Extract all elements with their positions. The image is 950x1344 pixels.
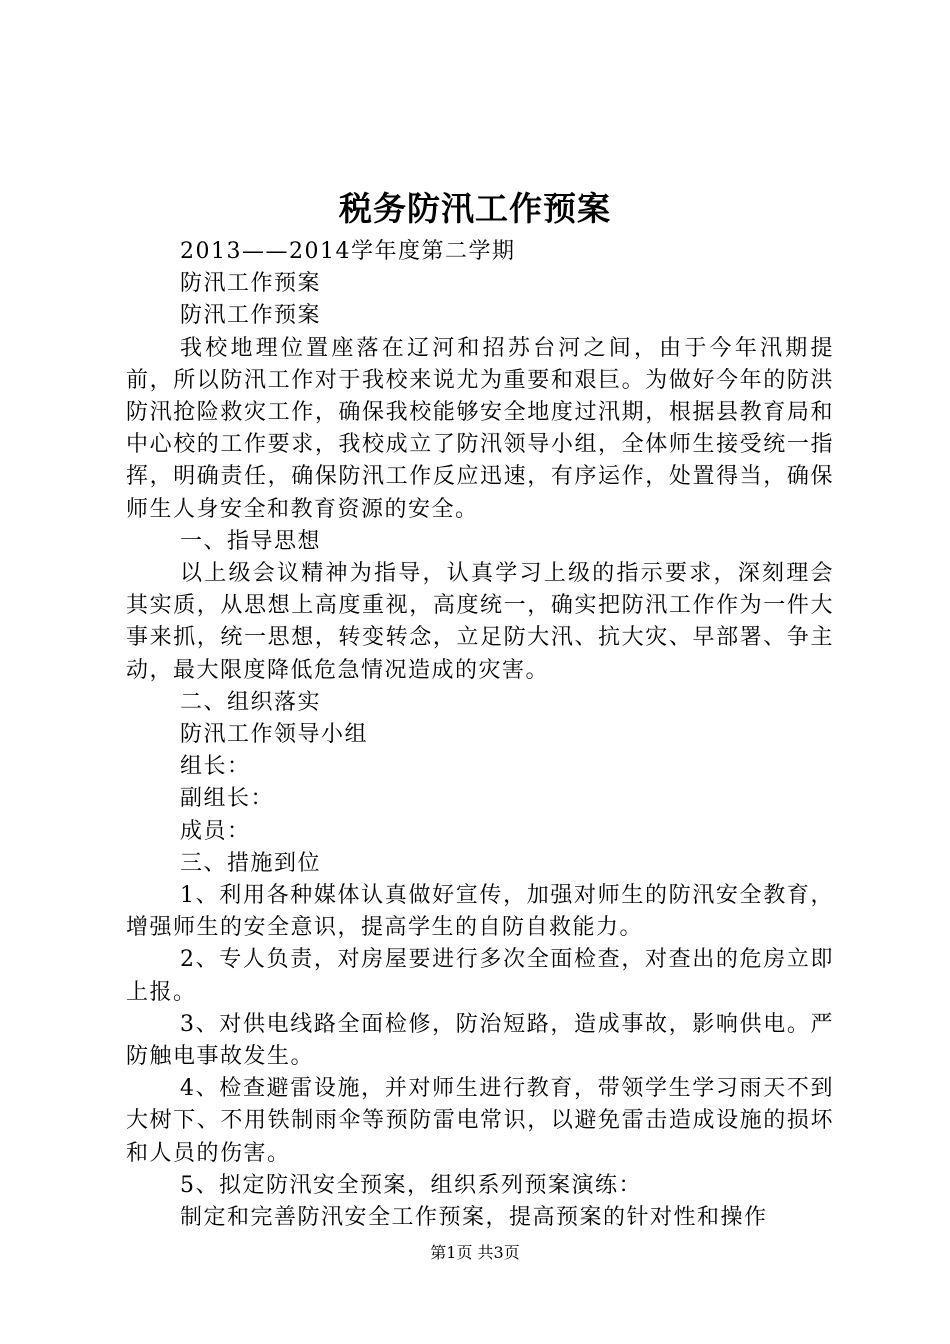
paragraph-leading-group: 防汛工作领导小组 <box>180 722 369 748</box>
page-footer: 第1页 共3页 <box>430 1243 520 1262</box>
document-title: 税务防汛工作预案 <box>339 189 611 228</box>
paragraph-heading-plan-repeat: 防汛工作预案 <box>180 303 322 329</box>
paragraph-measure-5: 5、拟定防汛安全预案，组织系列预案演练： <box>180 1172 642 1198</box>
paragraph-measure-2: 2、专人负责，对房屋要进行多次全面检查，对查出的危房立即上报。 <box>126 947 834 1005</box>
paragraph-measure-1: 1、利用各种媒体认真做好宣传，加强对师生的防汛安全教育，增强师生的安全意识，提高学生的自防自救能力。 <box>126 883 834 941</box>
paragraph-intro: 我校地理位置座落在辽河和招苏台河之间，由于今年汛期提前，所以防汛工作对于我校来说尤为重要和艰巨。为做好今年的防洪防汛抢险救灾工作，确保我校能够安全地度过汛期，根据县教育局和中心校的工作要求，我校成立了防汛领导小组，全体师生接受统一指挥，明确责任，确保防汛工作反应迅速，有序运作，处置得当，确保师生人身安全和教育资源的安全。 <box>126 335 834 522</box>
paragraph-deputy-leader: 副组长： <box>180 786 275 812</box>
paragraph-term: 2013——2014学年度第二学期 <box>180 239 516 264</box>
paragraph-measure-3: 3、对供电线路全面检修，防治短路，造成事故，影响供电。严防触电事故发生。 <box>126 1011 834 1070</box>
paragraph-measure-4: 4、检查避雷设施，并对师生进行教育，带领学生学习雨天不到大树下、不用铁制雨伞等预防雷电常识，以避免雷击造成设施的损坏和人员的伤害。 <box>126 1076 834 1166</box>
paragraph-members: 成员： <box>180 818 251 844</box>
paragraph-group-leader: 组长： <box>180 754 251 780</box>
section-heading-organization: 二、组织落实 <box>180 689 322 715</box>
paragraph-guiding-thought: 以上级会议精神为指导，认真学习上级的指示要求，深刻理会其实质，从思想上高度重视，高度统一，确实把防汛工作作为一件大事来抓，统一思想，转变转念，立足防大汛、抗大灾、早部署、争主动，最大限度降低危急情况造成的灾害。 <box>126 561 834 683</box>
section-heading-measures: 三、措施到位 <box>180 850 322 876</box>
paragraph-plan-drafting: 制定和完善防汛安全工作预案，提高预案的针对性和操作 <box>180 1205 768 1231</box>
paragraph-heading-plan: 防汛工作预案 <box>180 271 322 297</box>
document-body <box>126 236 834 1234</box>
section-heading-guiding-thought: 一、指导思想 <box>180 528 322 554</box>
